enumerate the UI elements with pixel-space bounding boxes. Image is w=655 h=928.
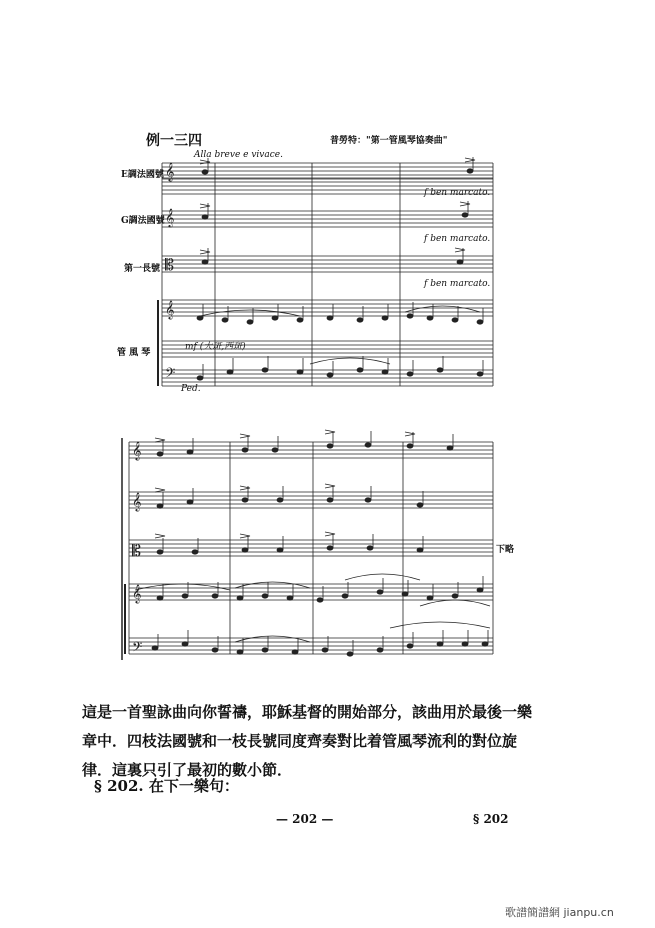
accent-mark <box>460 202 470 206</box>
notehead <box>272 448 278 452</box>
notehead <box>365 443 371 447</box>
notehead <box>322 648 328 652</box>
notehead <box>357 318 363 322</box>
slur <box>235 636 310 642</box>
accent-mark <box>455 248 465 252</box>
slur <box>345 574 420 580</box>
accent-mark <box>200 250 210 254</box>
notehead <box>297 370 303 374</box>
notehead <box>462 213 468 217</box>
notehead <box>287 596 293 600</box>
notehead <box>192 550 198 554</box>
notehead <box>477 588 483 592</box>
notehead <box>297 318 303 322</box>
accent-mark <box>325 532 335 536</box>
clef-icon: 𝄢 <box>132 639 143 658</box>
notehead <box>202 260 208 264</box>
instrument-trumpet: 第一長號 <box>124 264 161 274</box>
dynamic-marking: f ben marcato. <box>424 234 491 244</box>
notehead <box>157 550 163 554</box>
notehead <box>437 642 443 646</box>
notehead <box>477 372 483 376</box>
notehead <box>317 598 323 602</box>
notehead <box>427 596 433 600</box>
notehead <box>427 316 433 320</box>
dynamic-marking: f ben marcato. <box>424 188 491 198</box>
notehead <box>187 500 193 504</box>
notehead <box>187 450 193 454</box>
paragraph-line-3: 律．這裏只引了最初的數小節． <box>82 761 293 779</box>
notehead <box>242 498 248 502</box>
instrument-organ: 管 風 琴 <box>117 348 151 358</box>
notehead <box>467 169 473 173</box>
notehead <box>477 320 483 324</box>
notehead <box>202 170 208 174</box>
instrument-e-horns: E調法國號 <box>121 170 164 180</box>
clef-icon: 𝄞 <box>165 162 175 181</box>
accent-mark <box>155 488 165 492</box>
notehead <box>277 498 283 502</box>
notehead <box>327 444 333 448</box>
notehead <box>365 498 371 502</box>
clef-icon: 𝄞 <box>165 300 175 319</box>
accent-mark <box>240 486 250 490</box>
notehead <box>247 320 253 324</box>
clef-icon: 𝄢 <box>165 365 176 384</box>
dynamic-marking: f ben marcato. <box>424 279 491 289</box>
tempo-marking: Alla breve e vivace. <box>194 150 283 160</box>
clef-icon: 𝄞 <box>132 441 142 460</box>
notehead <box>382 316 388 320</box>
slur <box>235 582 310 588</box>
accent-mark <box>155 438 165 442</box>
slur <box>390 622 490 628</box>
notehead <box>157 452 163 456</box>
notehead <box>407 444 413 448</box>
paragraph-line-2: 章中．四枝法國號和一枝長號同度齊奏對比着管風琴流利的對位旋 <box>82 732 518 750</box>
notehead <box>222 318 228 322</box>
continuation-mark: 下略 <box>496 545 515 555</box>
notehead <box>262 594 268 598</box>
notehead <box>212 594 218 598</box>
clef-icon: 𝄞 <box>132 584 142 603</box>
clef-icon: 𝄡 <box>132 541 141 560</box>
notehead <box>407 314 413 318</box>
notehead <box>197 376 203 380</box>
accent-mark <box>200 204 210 208</box>
notehead <box>242 448 248 452</box>
notehead <box>157 504 163 508</box>
notehead <box>237 596 243 600</box>
notehead <box>417 503 423 507</box>
notehead <box>417 548 423 552</box>
slur <box>420 600 490 606</box>
pedal-marking: Ped. <box>181 384 201 394</box>
clef-icon: 𝄞 <box>132 492 142 511</box>
notehead <box>342 594 348 598</box>
attribution: 普勞特："第一管風琴協奏曲" <box>330 136 448 146</box>
notehead <box>327 498 333 502</box>
accent-mark <box>240 534 250 538</box>
notehead <box>157 596 163 600</box>
clef-icon: 𝄡 <box>165 255 174 274</box>
notehead <box>327 316 333 320</box>
notehead <box>447 446 453 450</box>
notehead <box>452 318 458 322</box>
notehead <box>182 642 188 646</box>
notehead <box>437 368 443 372</box>
accent-mark <box>325 430 335 434</box>
example-label: 例一三四 <box>146 133 202 149</box>
slur <box>135 584 230 590</box>
accent-mark <box>405 432 415 436</box>
notehead <box>202 215 208 219</box>
accent-mark <box>155 534 165 538</box>
clef-icon: 𝄞 <box>165 208 175 227</box>
section-heading: § 202. 在下一樂句： <box>94 777 239 795</box>
instrument-g-horns: G調法國號 <box>121 216 165 226</box>
notehead <box>197 316 203 320</box>
notehead <box>382 370 388 374</box>
notehead <box>152 646 158 650</box>
notehead <box>357 368 363 372</box>
notehead <box>377 648 383 652</box>
notehead <box>407 372 413 376</box>
notehead <box>402 592 408 596</box>
notehead <box>327 373 333 377</box>
notehead <box>482 642 488 646</box>
notehead <box>182 594 188 598</box>
section-reference: § 202 <box>473 812 509 826</box>
slur <box>310 358 390 364</box>
accent-mark <box>465 158 475 162</box>
notehead <box>237 650 243 654</box>
notehead <box>212 648 218 652</box>
accent-mark <box>325 484 335 488</box>
notehead <box>367 546 373 550</box>
notehead <box>327 546 333 550</box>
notehead <box>407 644 413 648</box>
accent-mark <box>240 434 250 438</box>
notehead <box>457 260 463 264</box>
notehead <box>262 368 268 372</box>
watermark: 歌譜簡譜網 jianpu.cn <box>505 906 614 919</box>
notehead <box>272 316 278 320</box>
slur <box>405 306 480 312</box>
organ-dynamic: mf (大斑,西斑) <box>185 342 246 352</box>
notehead <box>242 548 248 552</box>
notehead <box>262 648 268 652</box>
notehead <box>227 370 233 374</box>
notehead <box>452 594 458 598</box>
notehead <box>462 642 468 646</box>
notehead <box>347 652 353 656</box>
notehead <box>292 650 298 654</box>
paragraph-line-1: 這是一首聖詠曲向你誓禱，耶穌基督的開始部分，該曲用於最後一樂 <box>82 703 533 721</box>
notehead <box>277 548 283 552</box>
page-number: — 202 — <box>276 812 334 826</box>
notehead <box>377 590 383 594</box>
